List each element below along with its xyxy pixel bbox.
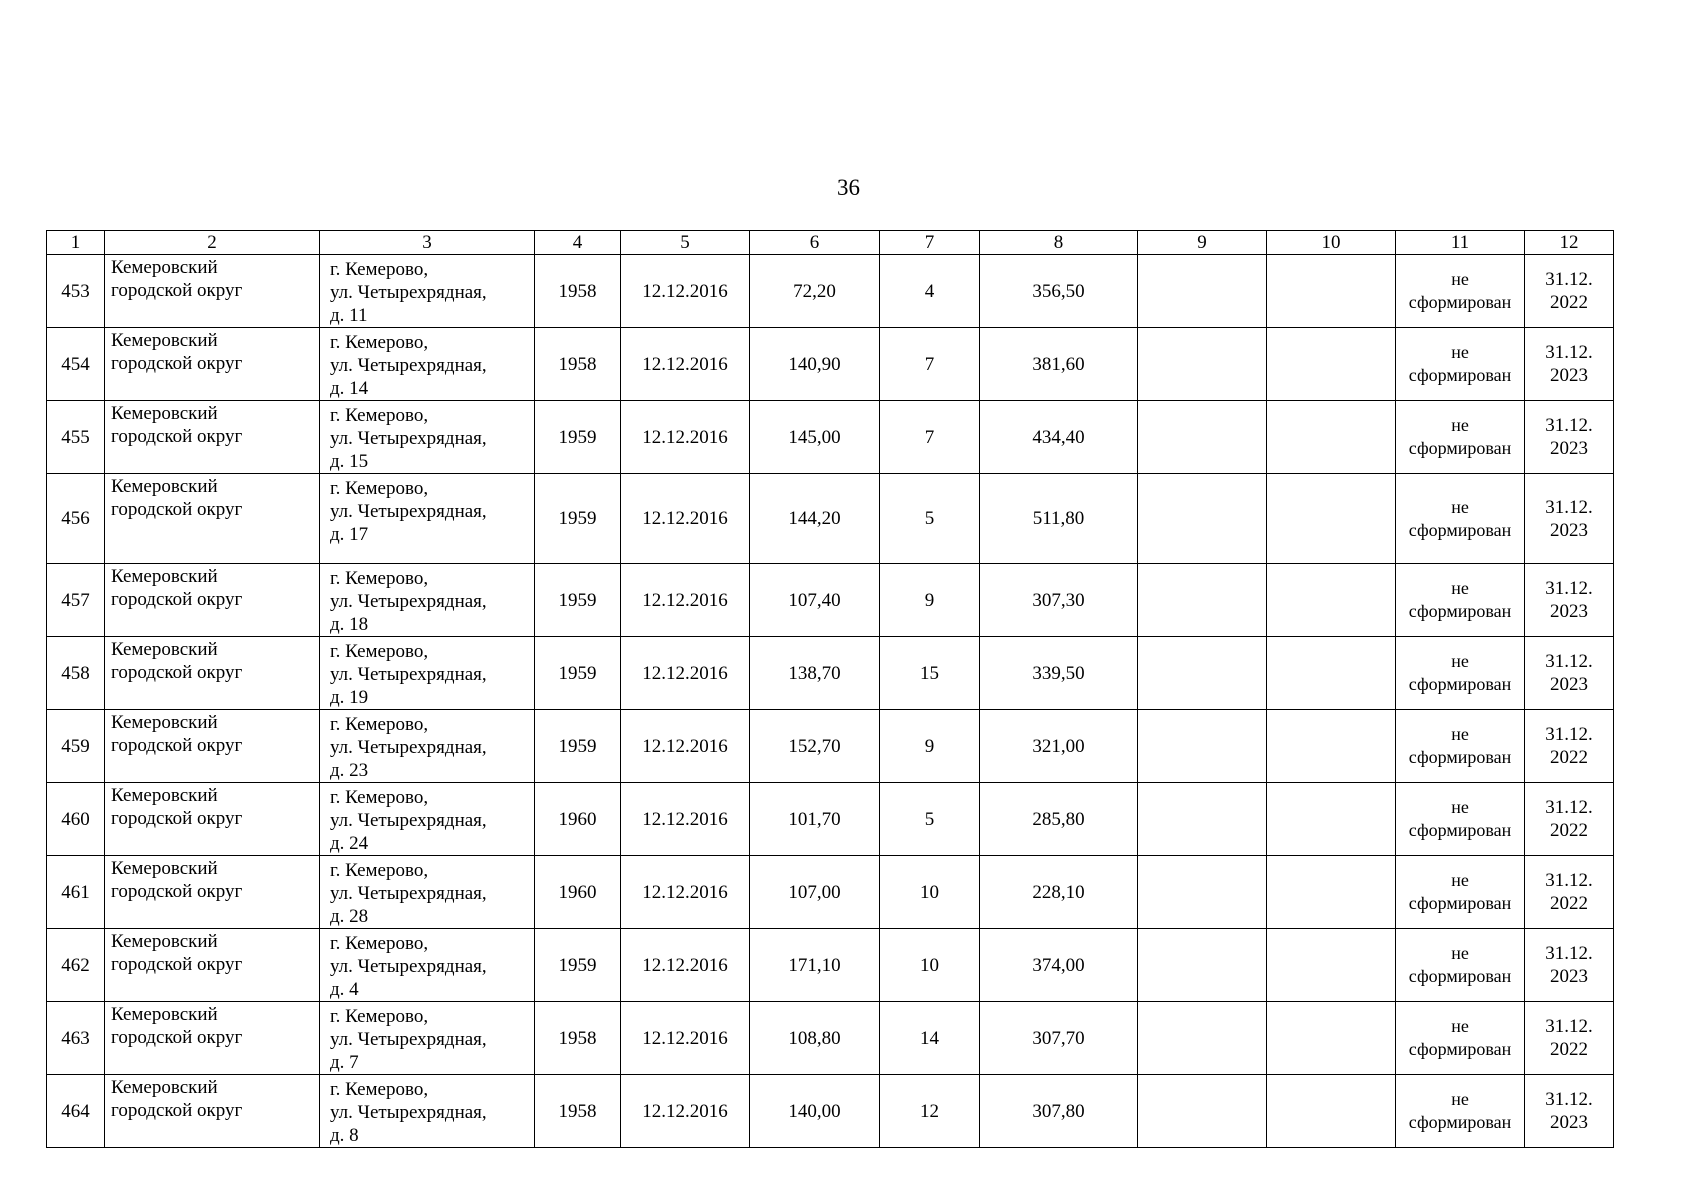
- deadline-cell-line: 31.12.: [1545, 1016, 1593, 1037]
- value-col7-cell: 5: [880, 783, 980, 856]
- status-cell: [1396, 637, 1525, 710]
- district-cell-line: Кемеровский: [111, 785, 218, 806]
- address-cell: [320, 1002, 535, 1075]
- address-cell-line: д. 7: [330, 1052, 359, 1073]
- value-col7-cell: 10: [880, 856, 980, 929]
- column-number: 3: [320, 231, 535, 255]
- district-cell: [105, 1002, 320, 1075]
- value-col8-cell: 339,50: [980, 637, 1138, 710]
- status-cell-line: сформирован: [1408, 747, 1512, 767]
- year-cell: 1960: [535, 856, 621, 929]
- district-cell-line: Кемеровский: [111, 476, 218, 497]
- status-cell-line: сформирован: [1408, 438, 1512, 458]
- deadline-cell-line: 2022: [1550, 893, 1588, 914]
- value-col9-cell: [1138, 255, 1267, 328]
- row-number: 456: [47, 474, 105, 564]
- status-cell-line: сформирован: [1408, 365, 1512, 385]
- value-col7-cell: 9: [880, 564, 980, 637]
- date-cell: 12.12.2016: [621, 474, 750, 564]
- district-cell-line: городской округ: [111, 426, 243, 447]
- column-number: 1: [47, 231, 105, 255]
- district-cell-line: Кемеровский: [111, 639, 218, 660]
- value-col9-cell: [1138, 401, 1267, 474]
- column-number: 6: [750, 231, 880, 255]
- district-cell-line: городской округ: [111, 589, 243, 610]
- year-cell: 1959: [535, 929, 621, 1002]
- value-col6-cell: 140,00: [750, 1075, 880, 1148]
- table-row: [47, 328, 1614, 401]
- address-cell-line: ул. Четырехрядная,: [330, 1102, 487, 1123]
- value-col10-cell: [1267, 929, 1396, 1002]
- address-cell-line: ул. Четырехрядная,: [330, 664, 487, 685]
- date-cell: 12.12.2016: [621, 1002, 750, 1075]
- year-cell: 1959: [535, 564, 621, 637]
- address-cell: [320, 783, 535, 856]
- deadline-cell-line: 2022: [1550, 1039, 1588, 1060]
- address-cell-line: г. Кемерово,: [330, 332, 429, 353]
- status-cell-line: не: [1451, 578, 1469, 598]
- value-col10-cell: [1267, 856, 1396, 929]
- address-cell-line: д. 4: [330, 979, 359, 1000]
- status-cell: [1396, 856, 1525, 929]
- deadline-cell: [1525, 328, 1614, 401]
- deadline-cell-line: 2023: [1550, 1112, 1588, 1133]
- status-cell-line: сформирован: [1408, 292, 1512, 312]
- value-col7-cell: 10: [880, 929, 980, 1002]
- address-cell-line: ул. Четырехрядная,: [330, 883, 487, 904]
- district-cell-line: Кемеровский: [111, 257, 218, 278]
- district-cell: [105, 637, 320, 710]
- deadline-cell: [1525, 401, 1614, 474]
- value-col8-cell: 307,70: [980, 1002, 1138, 1075]
- value-col8-cell: 228,10: [980, 856, 1138, 929]
- status-cell-line: не: [1451, 269, 1469, 289]
- value-col8-cell: 307,80: [980, 1075, 1138, 1148]
- value-col6-cell: 101,70: [750, 783, 880, 856]
- address-cell: [320, 929, 535, 1002]
- date-cell: 12.12.2016: [621, 255, 750, 328]
- value-col6-cell: 138,70: [750, 637, 880, 710]
- address-cell-line: г. Кемерово,: [330, 259, 429, 280]
- date-cell: 12.12.2016: [621, 401, 750, 474]
- value-col7-cell: 7: [880, 401, 980, 474]
- address-cell-line: ул. Четырехрядная,: [330, 501, 487, 522]
- value-col8-cell: 374,00: [980, 929, 1138, 1002]
- district-cell-line: Кемеровский: [111, 1004, 218, 1025]
- value-col9-cell: [1138, 1002, 1267, 1075]
- address-cell-line: ул. Четырехрядная,: [330, 1029, 487, 1050]
- status-cell-line: сформирован: [1408, 820, 1512, 840]
- value-col6-cell: 152,70: [750, 710, 880, 783]
- status-cell-line: не: [1451, 1016, 1469, 1036]
- district-cell-line: Кемеровский: [111, 330, 218, 351]
- value-col6-cell: 107,00: [750, 856, 880, 929]
- district-cell-line: городской округ: [111, 280, 243, 301]
- value-col7-cell: 15: [880, 637, 980, 710]
- row-number: 460: [47, 783, 105, 856]
- column-number: 8: [980, 231, 1138, 255]
- district-cell: [105, 856, 320, 929]
- column-number: 9: [1138, 231, 1267, 255]
- district-cell-line: Кемеровский: [111, 566, 218, 587]
- row-number: 463: [47, 1002, 105, 1075]
- value-col10-cell: [1267, 710, 1396, 783]
- value-col10-cell: [1267, 1002, 1396, 1075]
- address-cell: [320, 328, 535, 401]
- status-cell: [1396, 401, 1525, 474]
- deadline-cell-line: 2022: [1550, 292, 1588, 313]
- deadline-cell-line: 31.12.: [1545, 415, 1593, 436]
- column-number: 5: [621, 231, 750, 255]
- address-cell-line: г. Кемерово,: [330, 714, 429, 735]
- value-col7-cell: 5: [880, 474, 980, 564]
- deadline-cell: [1525, 783, 1614, 856]
- deadline-cell: [1525, 856, 1614, 929]
- district-cell: [105, 255, 320, 328]
- date-cell: 12.12.2016: [621, 637, 750, 710]
- row-number: 453: [47, 255, 105, 328]
- address-cell: [320, 474, 535, 564]
- address-cell: [320, 564, 535, 637]
- page-number: 36: [837, 175, 860, 200]
- column-number: 7: [880, 231, 980, 255]
- deadline-cell: [1525, 1002, 1614, 1075]
- column-number: 2: [105, 231, 320, 255]
- deadline-cell-line: 2023: [1550, 966, 1588, 987]
- deadline-cell-line: 31.12.: [1545, 342, 1593, 363]
- value-col10-cell: [1267, 255, 1396, 328]
- date-cell: 12.12.2016: [621, 929, 750, 1002]
- table-row: [47, 255, 1614, 328]
- address-cell-line: ул. Четырехрядная,: [330, 355, 487, 376]
- address-cell-line: д. 15: [330, 451, 369, 472]
- value-col8-cell: 356,50: [980, 255, 1138, 328]
- district-cell-line: городской округ: [111, 954, 243, 975]
- value-col10-cell: [1267, 1075, 1396, 1148]
- district-cell-line: Кемеровский: [111, 1077, 218, 1098]
- year-cell: 1959: [535, 710, 621, 783]
- deadline-cell-line: 31.12.: [1545, 724, 1593, 745]
- column-number-row: [47, 231, 1614, 255]
- address-cell-line: д. 11: [330, 305, 368, 326]
- value-col9-cell: [1138, 710, 1267, 783]
- table-row: [47, 929, 1614, 1002]
- year-cell: 1960: [535, 783, 621, 856]
- value-col7-cell: 14: [880, 1002, 980, 1075]
- value-col10-cell: [1267, 401, 1396, 474]
- status-cell-line: не: [1451, 651, 1469, 671]
- address-cell-line: г. Кемерово,: [330, 860, 429, 881]
- district-cell-line: городской округ: [111, 353, 243, 374]
- address-cell-line: г. Кемерово,: [330, 568, 429, 589]
- value-col9-cell: [1138, 1075, 1267, 1148]
- address-cell-line: г. Кемерово,: [330, 1079, 429, 1100]
- status-cell-line: не: [1451, 870, 1469, 890]
- housing-registry-table: [46, 230, 1614, 1148]
- district-cell-line: городской округ: [111, 1027, 243, 1048]
- deadline-cell: [1525, 474, 1614, 564]
- year-cell: 1958: [535, 1075, 621, 1148]
- district-cell-line: Кемеровский: [111, 403, 218, 424]
- status-cell-line: сформирован: [1408, 1112, 1512, 1132]
- status-cell-line: не: [1451, 342, 1469, 362]
- deadline-cell-line: 2023: [1550, 601, 1588, 622]
- address-cell-line: ул. Четырехрядная,: [330, 591, 487, 612]
- district-cell: [105, 474, 320, 564]
- year-cell: 1959: [535, 401, 621, 474]
- status-cell-line: не: [1451, 943, 1469, 963]
- address-cell-line: г. Кемерово,: [330, 641, 429, 662]
- district-cell: [105, 710, 320, 783]
- date-cell: 12.12.2016: [621, 710, 750, 783]
- deadline-cell: [1525, 1075, 1614, 1148]
- district-cell-line: Кемеровский: [111, 712, 218, 733]
- value-col8-cell: 307,30: [980, 564, 1138, 637]
- district-cell-line: городской округ: [111, 499, 243, 520]
- district-cell-line: городской округ: [111, 808, 243, 829]
- deadline-cell-line: 2023: [1550, 674, 1588, 695]
- value-col7-cell: 4: [880, 255, 980, 328]
- value-col10-cell: [1267, 783, 1396, 856]
- status-cell: [1396, 474, 1525, 564]
- column-number: 12: [1525, 231, 1614, 255]
- address-cell: [320, 1075, 535, 1148]
- address-cell-line: ул. Четырехрядная,: [330, 810, 487, 831]
- value-col8-cell: 321,00: [980, 710, 1138, 783]
- value-col10-cell: [1267, 328, 1396, 401]
- table-row: [47, 710, 1614, 783]
- address-cell-line: д. 28: [330, 906, 369, 927]
- address-cell-line: д. 14: [330, 378, 369, 399]
- address-cell-line: ул. Четырехрядная,: [330, 428, 487, 449]
- status-cell-line: не: [1451, 797, 1469, 817]
- deadline-cell-line: 31.12.: [1545, 496, 1593, 518]
- address-cell-line: д. 24: [330, 833, 369, 854]
- address-cell: [320, 856, 535, 929]
- status-cell: [1396, 1075, 1525, 1148]
- row-number: 462: [47, 929, 105, 1002]
- value-col6-cell: 145,00: [750, 401, 880, 474]
- status-cell-line: сформирован: [1408, 1039, 1512, 1059]
- value-col8-cell: 434,40: [980, 401, 1138, 474]
- value-col9-cell: [1138, 929, 1267, 1002]
- year-cell: 1959: [535, 637, 621, 710]
- address-cell-line: г. Кемерово,: [330, 478, 429, 499]
- value-col9-cell: [1138, 856, 1267, 929]
- status-cell: [1396, 564, 1525, 637]
- value-col8-cell: 285,80: [980, 783, 1138, 856]
- status-cell-line: не: [1451, 496, 1469, 517]
- address-cell-line: ул. Четырехрядная,: [330, 956, 487, 977]
- value-col10-cell: [1267, 564, 1396, 637]
- district-cell-line: городской округ: [111, 662, 243, 683]
- value-col6-cell: 108,80: [750, 1002, 880, 1075]
- year-cell: 1958: [535, 328, 621, 401]
- address-cell-line: д. 23: [330, 760, 369, 781]
- value-col9-cell: [1138, 328, 1267, 401]
- district-cell: [105, 401, 320, 474]
- address-cell-line: д. 17: [330, 524, 369, 545]
- district-cell-line: Кемеровский: [111, 858, 218, 879]
- date-cell: 12.12.2016: [621, 328, 750, 401]
- date-cell: 12.12.2016: [621, 1075, 750, 1148]
- district-cell: [105, 783, 320, 856]
- column-number: 11: [1396, 231, 1525, 255]
- year-cell: 1959: [535, 474, 621, 564]
- row-number: 464: [47, 1075, 105, 1148]
- deadline-cell-line: 2022: [1550, 820, 1588, 841]
- deadline-cell-line: 2023: [1550, 438, 1588, 459]
- value-col10-cell: [1267, 637, 1396, 710]
- address-cell-line: г. Кемерово,: [330, 405, 429, 426]
- deadline-cell: [1525, 637, 1614, 710]
- value-col9-cell: [1138, 564, 1267, 637]
- value-col6-cell: 171,10: [750, 929, 880, 1002]
- status-cell-line: сформирован: [1408, 674, 1512, 694]
- deadline-cell-line: 31.12.: [1545, 269, 1593, 290]
- table-row: [47, 637, 1614, 710]
- row-number: 458: [47, 637, 105, 710]
- value-col6-cell: 140,90: [750, 328, 880, 401]
- deadline-cell: [1525, 710, 1614, 783]
- address-cell-line: г. Кемерово,: [330, 1006, 429, 1027]
- row-number: 457: [47, 564, 105, 637]
- row-number: 455: [47, 401, 105, 474]
- value-col8-cell: 381,60: [980, 328, 1138, 401]
- table-row: [47, 856, 1614, 929]
- address-cell-line: д. 19: [330, 687, 369, 708]
- row-number: 461: [47, 856, 105, 929]
- district-cell-line: Кемеровский: [111, 931, 218, 952]
- status-cell: [1396, 255, 1525, 328]
- deadline-cell-line: 31.12.: [1545, 651, 1593, 672]
- district-cell: [105, 564, 320, 637]
- value-col9-cell: [1138, 474, 1267, 564]
- status-cell: [1396, 929, 1525, 1002]
- row-number: 459: [47, 710, 105, 783]
- address-cell-line: ул. Четырехрядная,: [330, 282, 487, 303]
- district-cell: [105, 929, 320, 1002]
- value-col6-cell: 144,20: [750, 474, 880, 564]
- deadline-cell-line: 31.12.: [1545, 1089, 1593, 1110]
- table-row: [47, 401, 1614, 474]
- deadline-cell: [1525, 929, 1614, 1002]
- deadline-cell-line: 31.12.: [1545, 870, 1593, 891]
- deadline-cell: [1525, 255, 1614, 328]
- deadline-cell-line: 31.12.: [1545, 797, 1593, 818]
- address-cell-line: г. Кемерово,: [330, 787, 429, 808]
- address-cell: [320, 401, 535, 474]
- value-col10-cell: [1267, 474, 1396, 564]
- deadline-cell-line: 2023: [1550, 365, 1588, 386]
- year-cell: 1958: [535, 1002, 621, 1075]
- district-cell-line: городской округ: [111, 881, 243, 902]
- value-col6-cell: 72,20: [750, 255, 880, 328]
- table-row: [47, 1075, 1614, 1148]
- status-cell-line: не: [1451, 415, 1469, 435]
- address-cell-line: д. 8: [330, 1125, 359, 1146]
- table-row: [47, 474, 1614, 564]
- status-cell: [1396, 710, 1525, 783]
- status-cell: [1396, 1002, 1525, 1075]
- address-cell-line: ул. Четырехрядная,: [330, 737, 487, 758]
- value-col7-cell: 12: [880, 1075, 980, 1148]
- deadline-cell-line: 2022: [1550, 747, 1588, 768]
- status-cell-line: не: [1451, 1089, 1469, 1109]
- district-cell-line: городской округ: [111, 1100, 243, 1121]
- date-cell: 12.12.2016: [621, 856, 750, 929]
- deadline-cell: [1525, 564, 1614, 637]
- district-cell: [105, 1075, 320, 1148]
- status-cell: [1396, 328, 1525, 401]
- value-col9-cell: [1138, 783, 1267, 856]
- district-cell-line: городской округ: [111, 735, 243, 756]
- status-cell-line: сформирован: [1408, 519, 1512, 540]
- status-cell-line: сформирован: [1408, 893, 1512, 913]
- deadline-cell-line: 2023: [1550, 519, 1588, 541]
- address-cell: [320, 710, 535, 783]
- status-cell: [1396, 783, 1525, 856]
- address-cell-line: г. Кемерово,: [330, 933, 429, 954]
- status-cell-line: сформирован: [1408, 601, 1512, 621]
- value-col7-cell: 9: [880, 710, 980, 783]
- table-row: [47, 1002, 1614, 1075]
- value-col9-cell: [1138, 637, 1267, 710]
- date-cell: 12.12.2016: [621, 564, 750, 637]
- deadline-cell-line: 31.12.: [1545, 578, 1593, 599]
- address-cell-line: д. 18: [330, 614, 369, 635]
- address-cell: [320, 255, 535, 328]
- row-number: 454: [47, 328, 105, 401]
- column-number: 4: [535, 231, 621, 255]
- status-cell-line: не: [1451, 724, 1469, 744]
- date-cell: 12.12.2016: [621, 783, 750, 856]
- value-col6-cell: 107,40: [750, 564, 880, 637]
- deadline-cell-line: 31.12.: [1545, 943, 1593, 964]
- value-col7-cell: 7: [880, 328, 980, 401]
- status-cell-line: сформирован: [1408, 966, 1512, 986]
- district-cell: [105, 328, 320, 401]
- table-row: [47, 783, 1614, 856]
- year-cell: 1958: [535, 255, 621, 328]
- table-row: [47, 564, 1614, 637]
- address-cell: [320, 637, 535, 710]
- value-col8-cell: 511,80: [980, 474, 1138, 564]
- column-number: 10: [1267, 231, 1396, 255]
